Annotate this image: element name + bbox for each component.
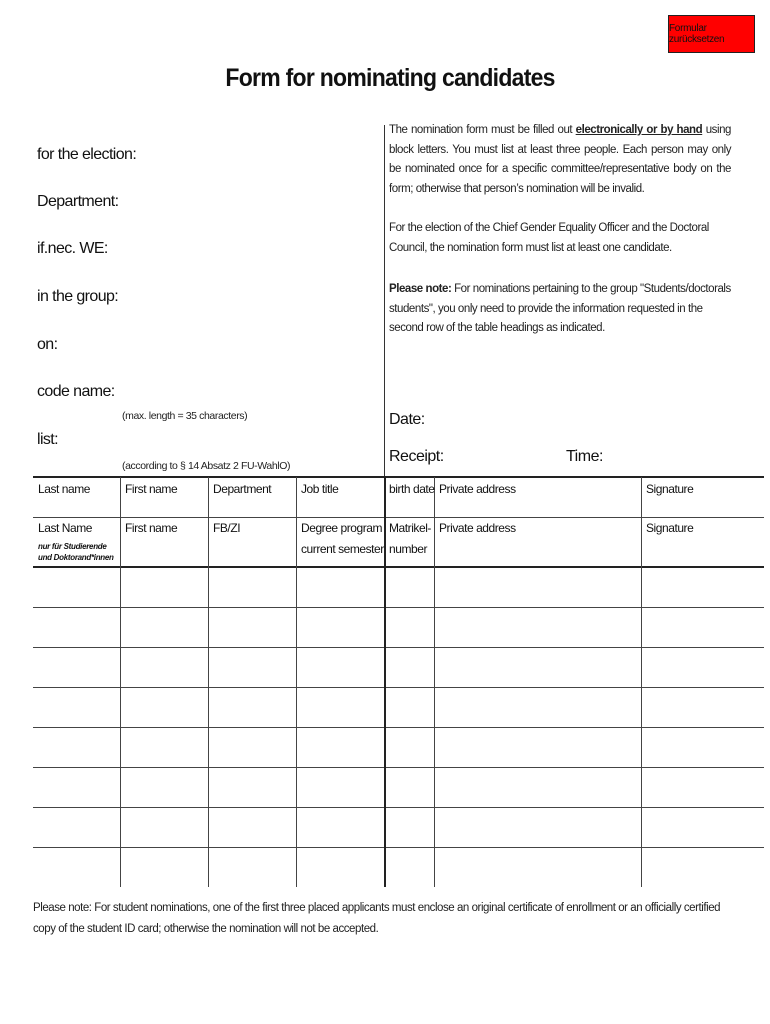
table-top-border	[33, 476, 764, 478]
table-cell-input[interactable]	[297, 808, 383, 847]
table-cell-input[interactable]	[34, 848, 119, 886]
receipt-label: Receipt:	[389, 448, 444, 465]
table-cell-input[interactable]	[34, 648, 119, 687]
table-cell-input[interactable]	[121, 848, 207, 886]
student-only-note: nur für Studierende und Doktorand*innen	[38, 542, 114, 562]
header-degree-program: Degree program	[301, 521, 383, 535]
table-cell-input[interactable]	[34, 728, 119, 767]
table-cell-input[interactable]	[297, 728, 383, 767]
table-cell-input[interactable]	[297, 768, 383, 807]
table-cell-input[interactable]	[34, 768, 119, 807]
table-cell-input[interactable]	[209, 848, 295, 886]
table-cell-input[interactable]	[642, 848, 763, 886]
time-label: Time:	[566, 448, 603, 465]
table-cell-input[interactable]	[642, 728, 763, 767]
table-cell-input[interactable]	[34, 688, 119, 727]
table-cell-input[interactable]	[121, 608, 207, 647]
table-cell-input[interactable]	[385, 768, 433, 807]
header-matrikel: Matrikel-	[389, 521, 431, 535]
header-number: number	[389, 542, 427, 556]
table-cell-input[interactable]	[34, 568, 119, 607]
table-cell-input[interactable]	[209, 568, 295, 607]
table-cell-input[interactable]	[435, 848, 640, 886]
header-birth-date: birth date	[389, 482, 435, 496]
code-name-label: code name:	[37, 383, 115, 400]
table-cell-input[interactable]	[209, 608, 295, 647]
instructions-paragraph: The nomination form must be filled out electronically or by hand using block letters. You must list at least three people. Each person may only be nominated once for a specific committee/representative body on the form; otherwise that person’s nomination will be invalid.	[389, 124, 731, 195]
table-cell-input[interactable]	[209, 648, 295, 687]
table-cell-input[interactable]	[385, 688, 433, 727]
table-cell-input[interactable]	[435, 608, 640, 647]
table-cell-input[interactable]	[385, 608, 433, 647]
table-cell-input[interactable]	[642, 648, 763, 687]
table-cell-input[interactable]	[642, 608, 763, 647]
table-cell-input[interactable]	[209, 808, 295, 847]
group-label: in the group:	[37, 288, 119, 305]
table-cell-input[interactable]	[297, 608, 383, 647]
table-cell-input[interactable]	[435, 728, 640, 767]
table-cell-input[interactable]	[121, 568, 207, 607]
table-cell-input[interactable]	[435, 688, 640, 727]
table-cell-input[interactable]	[435, 568, 640, 607]
table-cell-input[interactable]	[297, 688, 383, 727]
table-cell-input[interactable]	[121, 768, 207, 807]
header-student-signature: Signature	[646, 521, 694, 535]
table-cell-input[interactable]	[121, 808, 207, 847]
table-cell-input[interactable]	[385, 808, 433, 847]
header-student-last-name: Last Name	[38, 521, 92, 535]
code-name-note: (max. length = 35 characters)	[122, 410, 248, 422]
table-cell-input[interactable]	[385, 648, 433, 687]
table-cell-input[interactable]	[209, 768, 295, 807]
table-cell-input[interactable]	[385, 848, 433, 886]
form-title: Form for nominating candidates	[225, 64, 555, 92]
gender-equality-paragraph: For the election of the Chief Gender Equality Officer and the Doctoral Council, the nomination form must list at least one candidate.	[389, 222, 709, 254]
table-cell-input[interactable]	[642, 688, 763, 727]
table-cell-input[interactable]	[435, 648, 640, 687]
table-cell-input[interactable]	[642, 768, 763, 807]
header-private-address: Private address	[439, 482, 516, 496]
list-note: (according to § 14 Absatz 2 FU-WahlO)	[122, 460, 291, 472]
reset-form-button[interactable]: Formular zurücksetzen	[668, 15, 755, 53]
table-cell-input[interactable]	[435, 808, 640, 847]
header-first-name: First name	[125, 482, 178, 496]
department-label: Department:	[37, 193, 119, 210]
table-cell-input[interactable]	[435, 768, 640, 807]
table-cell-input[interactable]	[121, 728, 207, 767]
header-signature: Signature	[646, 482, 694, 496]
table-cell-input[interactable]	[209, 728, 295, 767]
footer-note: Please note: For student nominations, one of the first three placed applicants must enclose an original certificate of enrollment or an officially certified copy of the student ID card; otherwise the nomination will not be accepted.	[33, 902, 721, 935]
date-label: Date:	[389, 411, 425, 428]
on-label: on:	[37, 336, 58, 353]
header-department: Department	[213, 482, 272, 496]
table-cell-input[interactable]	[642, 568, 763, 607]
column-divider	[384, 125, 385, 477]
header-student-first-name: First name	[125, 521, 178, 535]
table-cell-input[interactable]	[642, 808, 763, 847]
table-cell-input[interactable]	[209, 688, 295, 727]
list-label: list:	[37, 431, 59, 448]
table-cell-input[interactable]	[121, 688, 207, 727]
header-fb-zi: FB/ZI	[213, 521, 241, 535]
table-cell-input[interactable]	[297, 568, 383, 607]
table-cell-input[interactable]	[34, 608, 119, 647]
header-last-name: Last name	[38, 482, 90, 496]
table-cell-input[interactable]	[385, 728, 433, 767]
table-cell-input[interactable]	[297, 848, 383, 886]
header-student-private-address: Private address	[439, 521, 516, 535]
table-cell-input[interactable]	[297, 648, 383, 687]
table-cell-input[interactable]	[34, 808, 119, 847]
table-cell-input[interactable]	[121, 648, 207, 687]
we-label: if.nec. WE:	[37, 240, 108, 257]
please-note-paragraph: Please note: For nominations pertaining to the group "Students/doctorals students", you only need to provide the information requested in the second row of the table headings as indicated.	[389, 283, 731, 334]
election-label: for the election:	[37, 146, 137, 163]
header-current-semester: current semester	[301, 542, 384, 556]
header-job-title: Job title	[301, 482, 339, 496]
table-cell-input[interactable]	[385, 568, 433, 607]
